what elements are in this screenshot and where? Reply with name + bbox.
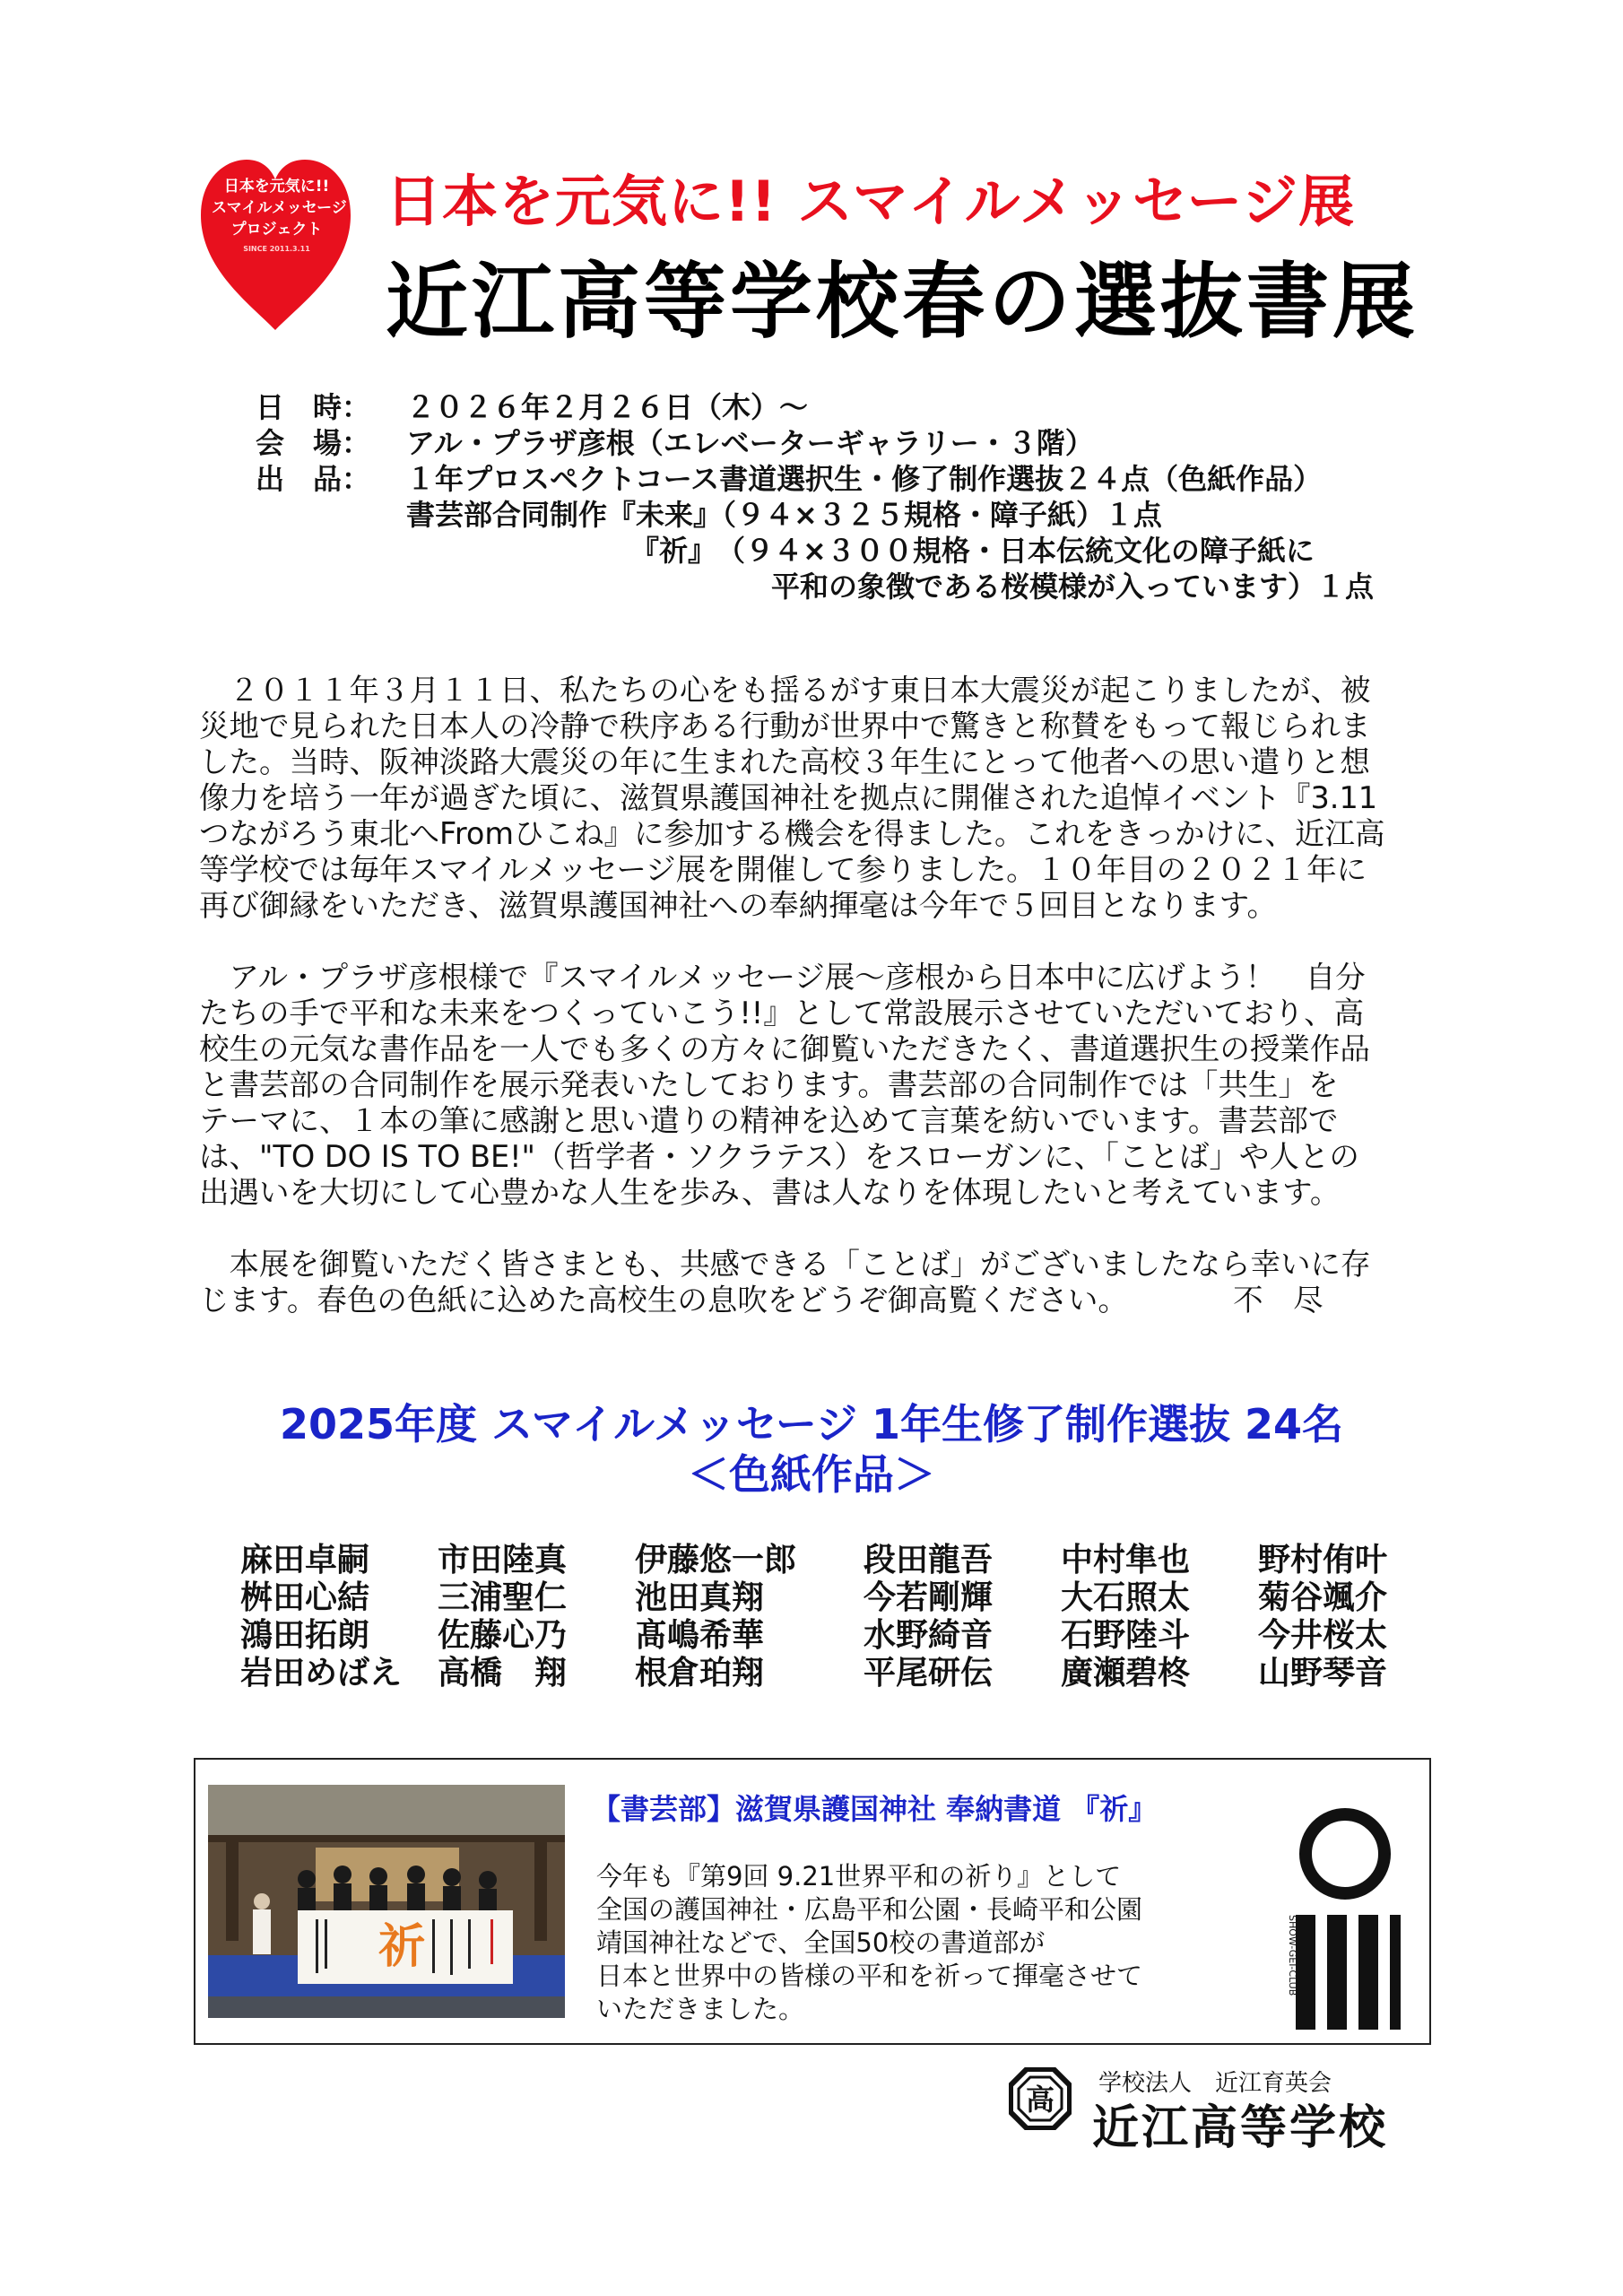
items-line-3: 『祈』 （９４×３００規格・日本伝統文化の障子紙に [630,534,1315,568]
school-emblem-char: 高 [1025,2083,1055,2117]
school-name: 近江高等学校 [1092,2101,1389,2155]
student-name: 麻田卓嗣 [240,1542,370,1578]
student-name: 伊藤悠一郎 [635,1542,797,1578]
student-name: 髙嶋希華 [635,1617,765,1654]
club-logo-icon [1255,1798,1408,2031]
event-details [256,389,1374,604]
student-name: 中村隼也 [1061,1542,1191,1578]
selection-heading [0,1399,1623,1500]
student-name: 高橋 翔 [438,1655,568,1692]
student-name: 廣瀬碧柊 [1061,1655,1191,1692]
date-row [256,389,1374,425]
student-name: 今若剛輝 [864,1579,994,1616]
student-name: 岩田めばえ [240,1655,403,1692]
heart-line-3: プロジェクト [230,221,323,239]
student-name: 佐藤心乃 [438,1617,568,1654]
student-name: 段田龍吾 [864,1542,994,1578]
club-logo-text: SHOW-GEI-CLUB [1287,1915,1298,1996]
date-label: 日 時： [256,390,371,424]
items-line-1: １年プロスペクトコース書道選択生・修了制作選抜２４点（色紙作品） [406,462,1323,496]
student-name: 桝田心結 [240,1579,370,1616]
venue-value: アル・プラザ彦根（エレベーターギャラリー・３階） [406,426,1094,460]
student-name: 石野陸斗 [1061,1617,1191,1654]
heart-line-1: 日本を元気に!! [223,178,330,196]
selection-subtitle: ＜色紙作品＞ [688,1450,935,1499]
items-line-4: 平和の象徴である桜模様が入っています）１点 [771,570,1375,604]
student-name: 野村侑叶 [1258,1542,1388,1578]
student-name: 山野琴音 [1258,1655,1388,1692]
student-name: 水野綺音 [864,1617,994,1654]
page-title: 近江高等学校春の選抜書展 [386,254,1419,350]
items-label: 出 品： [256,462,371,496]
paragraph-1: ２０１１年３月１１日、私たちの心をも揺るがす東日本大震災が起こりましたが、被 災地で見られた日本人の冷静で秩序ある行動が世界中で驚きと称賛をもって報じられま した。当時、阪神淡路大震災の年に生まれた高校３年生にとって他者への思い遣りと想 像力を培う一年が過ぎた頃に、滋賀県護国神社を拠点に開催された追悼イベント『3.11 つながろう東北へFromひこね』に参加する機会を得ました。これをきっかけに、近江高 等学校では毎年スマイルメッセージ展を開催して参りました。１０年目の２０２１年に 再び御縁をいただき、滋賀県護国神社への奉納揮毫は今年で５回目となります。 [199,673,1385,923]
heart-since: SINCE 2011.3.11 [243,245,310,253]
student-name: 菊谷颯介 [1258,1579,1388,1616]
student-name: 平尾研伝 [864,1655,994,1692]
student-name: 大石照太 [1061,1579,1191,1616]
items-row [256,461,1374,497]
paragraph-2: アル・プラザ彦根様で『スマイルメッセージ展～彦根から日本中に広げよう！ 自分 たちの手で平和な未来をつくっていこう!!』として常設展示させていただいており、高 校生の元気な書作品を一人でも多くの方々に御覧いただきたく、書道選択生の授業作品 と書芸部の合同制作を展示発表いたしております。書芸部の合同制作では「共生」を テーマに、１本の筆に感謝と思い遣りの精神を込めて言葉を紡いでいます。書芸部で は、"TO DO IS TO BE!"（哲学者・ソクラテス）をスローガンに、「ことば」や人との 出遇いを大切にして心豊かな人生を歩み、書は人なりを体現したいと考えています。 [199,960,1370,1210]
shrine-photo-image [208,1785,565,2018]
selection-title: 2025年度 スマイルメッセージ 1年生修了制作選抜 24名 [279,1400,1344,1448]
venue-row [256,425,1374,461]
body-text [199,673,1428,1354]
student-name: 鴻田拓朗 [240,1617,370,1654]
student-name: 市田陸真 [438,1542,568,1578]
student-name: 三浦聖仁 [438,1579,568,1616]
school-corporation: 学校法人 近江育英会 [1098,2070,1332,2097]
heart-logo-text [212,176,347,255]
date-value: ２０２６年２月２６日（木）～ [406,390,809,424]
heart-line-2: スマイルメッセージ [212,199,347,217]
student-name: 池田真翔 [635,1579,765,1616]
feature-text: 今年も『第9回 9.21世界平和の祈り』として 全国の護国神社・広島平和公園・長崎平和公園 靖国神社などで、全国50校の書道部が 日本と世界中の皆様の平和を祈って揮毫させて いただきました。 [596,1861,1143,2024]
venue-label: 会 場： [256,426,371,460]
photo-calligraphy-char: 祈 [378,1920,426,1974]
paragraph-3: 本展を御覧いただく皆さまとも、共感できる「ことば」がございましたなら幸いに存 じます。春色の色紙に込めた高校生の息吹をどうぞ御高覧ください。 不 尽 [199,1247,1371,1318]
student-names-grid [240,1543,1437,1692]
items-line-2: 書芸部合同制作『未来』（９４×３２５規格・障子紙）１点 [406,498,1162,532]
event-subtitle: 日本を元気に!! スマイルメッセージ展 [386,169,1356,234]
student-name: 根倉珀翔 [635,1655,765,1692]
school-emblem-icon [1009,2067,1072,2130]
student-name: 今井桜太 [1258,1617,1388,1654]
feature-title: 【書芸部】滋賀県護国神社 奉納書道 『祈』 [592,1792,1158,1826]
